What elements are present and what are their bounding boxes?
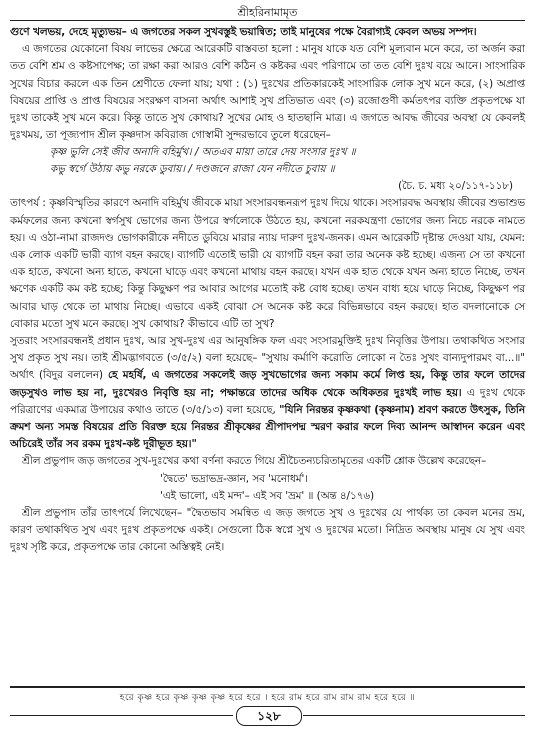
paragraph-4-bold-2: "যিনি নিরন্তর কৃষ্ণকথা (কৃষ্ণনাম) শ্রবণ করতে উৎসুক, তিনি ক্রমশ অন্য সমস্ত বিষয়ের প্রতি বিরক্ত হয়ে নিরন্তর শ্রীকৃষ্ণের শ্রীপাদপদ্ম স্মরণ করার ফলে দিব্য আনন্দ আস্বাদন করেন এবং অচিরেই তাঁর সব রকম দুঃখ-কষ্ট দূরীভূত হয়।" xyxy=(10,403,525,451)
paragraph-4-tail: এ দুঃখ থেকে পরিত্রাণের একমাত্র উপায়ের কথাও তাতে (৩/৫/১৩) বলা হয়েছে, xyxy=(10,386,525,416)
page-header: শ্রীহরিনামামৃত xyxy=(237,6,298,19)
quote-line-1: 'দ্বৈতে' ভদ্রাভদ্র-জ্ঞান, সব 'মনোধর্ম'। xyxy=(160,472,308,485)
verse-line-2: কভু স্বর্গে উঠায় কভু নরকে ডুবায়। / দণ্ডজনে রাজা যেন নদীতে চুবায় ॥ xyxy=(50,163,335,176)
paragraph-4 xyxy=(10,333,525,453)
page-number: ১২৮ xyxy=(236,706,302,726)
verse-line-1: কৃষ্ণ ভুলি সেই জীব অনাদি বহির্মুখ। / অতএব মায়া তারে দেয় সংসার দুঃখ ॥ xyxy=(50,146,356,159)
footer-rule xyxy=(10,686,525,688)
paragraph-5: শ্রীল প্রভুপাদ জড় জগতের সুখ-দুঃখের কথা বর্ণনা করতে গিয়ে শ্রীচৈতন্যচরিতামৃতের একটি শ্লোক উল্লেখ করেছেন– xyxy=(22,455,487,468)
paragraph-1: গুণে খলভয়, দেহে মৃত্যুভয়– এ জগতের সকল সুখবস্তুই ভয়ান্বিত; তাই মানুষের পক্ষে বৈরাগ্যই কেবল অভয় সম্পদ। xyxy=(10,26,477,38)
paragraph-4-bold: হে মহর্ষি, এ জগতের সকলেই জড় সুখভোগের জন্য সকাম কর্মে লিপ্ত হয়, কিন্তু তার ফলে তাদের জড়সুখও লাভ হয় না, দুঃখেরও নিবৃত্তি হয় না; পক্ষান্তরে তাদের অধিক থেকে অধিকতর দুঃখই লাভ হয়। xyxy=(10,369,525,399)
verse-reference: (চৈ. চ. মধ্য ২০/১১৭-১১৮) xyxy=(398,180,513,193)
paragraph-6: শ্রীল প্রভুপাদ তাঁর তাৎপর্যে লিখেছেন– "দ্বৈতভাব সমন্বিত এ জড় জগতে সুখ ও দুঃখের যে পার্থক্য তা কেবল মনের ভ্রম, কারণ তথাকথিত সুখ এবং দুঃখ প্রকৃতপক্ষে একই। সেগুলো ঠিক স্বপ্নে সুখ ও দুঃখের মতো। নিদ্রিত অবস্থায় মানুষ যে সুখ এবং দুঃখ সৃষ্টি করে, প্রকৃতপক্ষে তার কোনো অস্তিত্বই নেই। xyxy=(10,506,525,554)
quote-line-2: 'এই ভালো, এই মন্দ'– এই সব 'ভ্রম' ॥ (অন্ত ৪/১৭৬) xyxy=(160,489,375,502)
paragraph-4-lead: সুতরাং সংসারবন্ধনই প্রধান দুঃখ, আর সুখ-দুঃখ এর আনুষঙ্গিক ফল এবং সংসারমুক্তিই দুঃখ নিবৃত্তির উপায়। তথাকথিত সংসার সুখ প্রকৃত সুখ নয়। তাই শ্রীমদ্ভাগবতে (৩/৫/২) বলা হয়েছে– "সুখায় কর্মাণি করোতি লোকো ন তৈঃ সুখং বান্যদুপারমং বা...॥" অর্থাৎ (বিদুর বললেন) xyxy=(10,335,525,382)
paragraph-2: এ জগতের যেকোনো বিষয় লাভের ক্ষেত্রে আরেকটি বাস্তবতা হলো : মানুষ যাকে যত বেশি মূল্যবান মনে করে, তা অর্জন করা তত বেশি শ্রম ও কষ্টসাপেক্ষ; তা রক্ষা করা আরও বেশি কঠিন ও কষ্টকর এবং পরিণামে তা তত বেশি দুঃখ বয়ে আনে। সাংসারিক সুখের বিচার করলে এক তিন শ্রেণীতে ফেলা যায়; যথা : (১) দুঃখের প্রতিকারকেই সাংসারিক লোক সুখ মনে করে, (২) অপ্রাপ্ত বিষয়ের প্রাপ্তি ও প্রাপ্ত বিষয়ের সংরক্ষণ বাসনা অর্থাৎ আশাই সুখ প্রতিভাত এবং (৩) রজোগুণী কর্মতৎপর ব্যক্তি প্রকৃতপক্ষে যা দুঃখ তাকেই সুখ মনে করে। কিন্তু তাতে সুখ কোথায়? সুখের মোহ ও হাতছানি মাত্র। এ জগতে আবদ্ধ জীবের অবস্থা যে কেবলই দুঃখময়, তা পূজ্যপাদ শ্রীল কৃষ্ণদাস কবিরাজ গোস্বামী সুন্দরভাবে তুলে ধরেছেন– xyxy=(10,43,525,142)
paragraph-purport: তাৎপর্য : কৃষ্ণবিস্মৃতির কারণে অনাদি বহির্মুখ জীবকে মায়া সংসারবন্ধনরূপ দুঃখ দিয়ে থাকে। সংসারবদ্ধ অবস্থায় জীবের শুভাশুভ কর্মফলের জন্য কখনো স্বর্গসুখ ভোগের জন্য উপরে স্বর্গলোকে উঠতে হয়, কখনো নরকযন্ত্রণা ভোগের জন্য নিচে নরকে নামতে হয়। এ ওঠা-নামা রাজদণ্ড ভোগকারীকে নদীতে ডুবিয়ে মারার ন্যায় দারুণ দুঃখ-জনক। এমন আরেকটি দৃষ্টান্ত দেওয়া যায়, যেমন: এক লোক একটি ভারী ব্যাগ বহন করছে। ব্যাগটি এতোই ভারী যে ব্যাগটি বহন করা তার অনেক কষ্ট হচ্ছে। এজন্য সে তা কখনো এক হাতে, কখনো অন্য হাতে, কখনো ঘাড়ে এবং কখনো মাথায় বহন করছে। যখন এক হাত থেকে যখন অন্য হাতে নিচ্ছে, তখন ক্ষণেক একটি কম কষ্ট হচ্ছে; কিন্তু কিছুক্ষণ পর আবার আগের মতোই কষ্ট বোধ হচ্ছে। তখন বাধ্য হয়ে ঘাড়ে নিচ্ছে, কিছুক্ষণ পর আবার ঘাড় থেকে তা মাথায় নিচ্ছে। এভাবে একই বোঝা সে অনেক কষ্ট করে বিভিন্নভাবে বহন করছে। হাত বদলানোকে সে বোকার মতো সুখ মনে করছে। সুখ কোথায়? কীভাবে এটি তা সুখ? xyxy=(10,197,525,330)
footer-mantra: হরে কৃষ্ণ হরে কৃষ্ণ কৃষ্ণ কৃষ্ণ হরে হরে । হরে রাম হরে রাম রাম রাম হরে হরে ॥ xyxy=(119,693,416,703)
